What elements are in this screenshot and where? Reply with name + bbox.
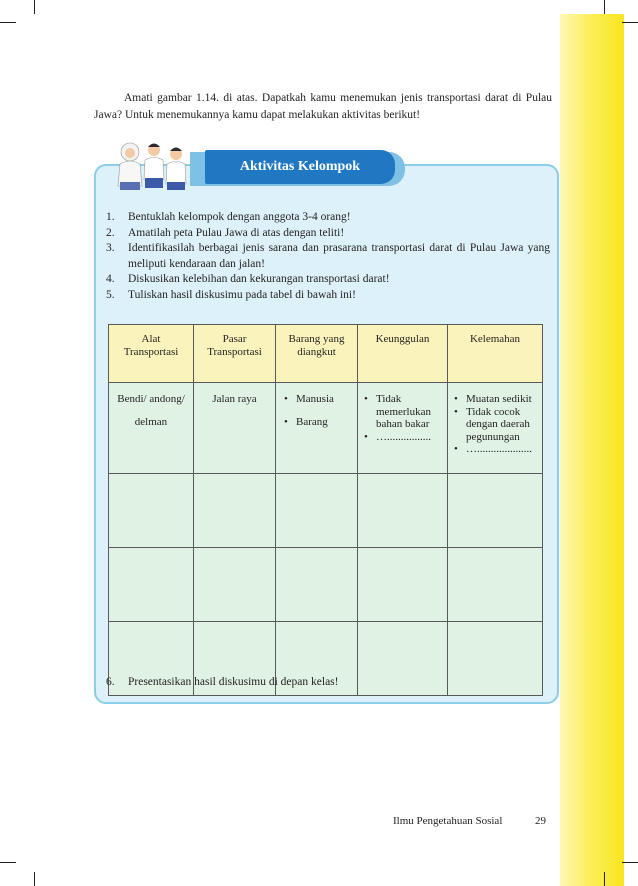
- students-illustration: [112, 138, 194, 196]
- crop-mark: [0, 22, 16, 23]
- student-boy-icon: [144, 144, 164, 189]
- activity-banner: Aktivitas Kelompok: [205, 150, 395, 184]
- list-item: • …................: [360, 431, 443, 444]
- crop-mark: [604, 872, 605, 886]
- cell-barang: [276, 383, 358, 474]
- crop-mark: [0, 862, 16, 863]
- header-keunggulan: Keunggulan: [358, 325, 448, 383]
- table-header-row: [109, 325, 543, 383]
- crop-mark: [34, 872, 35, 886]
- header-alat-transportasi: Alat Transportasi: [109, 325, 194, 383]
- table-row: [109, 548, 543, 622]
- cell-keunggulan: [358, 383, 448, 474]
- list-item: 1. Bentuklah kelompok dengan anggota 3-4 orang!: [106, 211, 351, 223]
- list-item: • …....................: [450, 443, 538, 456]
- table-row: [109, 474, 543, 548]
- step-six: 6. Presentasikan hasil diskusimu di depan kelas!: [106, 676, 339, 688]
- crop-mark: [622, 22, 638, 23]
- crop-mark: [622, 862, 638, 863]
- activity-steps: [106, 210, 550, 303]
- header-pasar-transportasi: Pasar Transportasi: [194, 325, 276, 383]
- list-item: 5. Tuliskan hasil diskusimu pada tabel di bawah ini!: [106, 288, 356, 301]
- cell-kelemahan: [448, 383, 543, 474]
- header-barang-diangkut: Barang yang diangkut: [276, 325, 358, 383]
- intro-paragraph: Amati gambar 1.14. di atas. Dapatkah kamu menemukan jenis transportasi darat di Pulau Jawa? Untuk menemukannya kamu dapat melakukan aktivitas berikut!: [94, 92, 552, 121]
- page-edge-strip: [560, 14, 624, 886]
- list-item: • Barang: [280, 416, 356, 429]
- transport-table: [108, 324, 543, 696]
- list-item: • Muatan sedikit: [450, 393, 538, 406]
- student-boy-icon: [166, 148, 186, 191]
- list-item: • Tidak cocok dengan daerah pegunungan: [450, 406, 538, 444]
- list-item: 2. Amatilah peta Pulau Jawa di atas dengan teliti!: [106, 226, 345, 239]
- table-row: [109, 383, 543, 474]
- crop-mark: [34, 0, 35, 14]
- cell-pasar: Jalan raya: [194, 383, 276, 474]
- footer-book-title: Ilmu Pengetahuan Sosial: [393, 815, 503, 827]
- footer-page-number: 29: [535, 815, 546, 827]
- crop-mark: [604, 0, 605, 14]
- list-item: 3. Identifikasilah berbagai jenis sarana dan prasarana transportasi darat di Pulau Jawa yang meliputi kendaraan dan jalan!: [106, 242, 550, 270]
- list-item: • Manusia: [280, 393, 356, 406]
- list-item: • Tidak memerlukan bahan bakar: [360, 393, 443, 431]
- cell-alat: Bendi/ andong/ delman: [109, 383, 194, 474]
- list-item: 4. Diskusikan kelebihan dan kekurangan transportasi darat!: [106, 273, 390, 285]
- header-kelemahan: Kelemahan: [448, 325, 543, 383]
- student-girl-icon: [118, 143, 142, 190]
